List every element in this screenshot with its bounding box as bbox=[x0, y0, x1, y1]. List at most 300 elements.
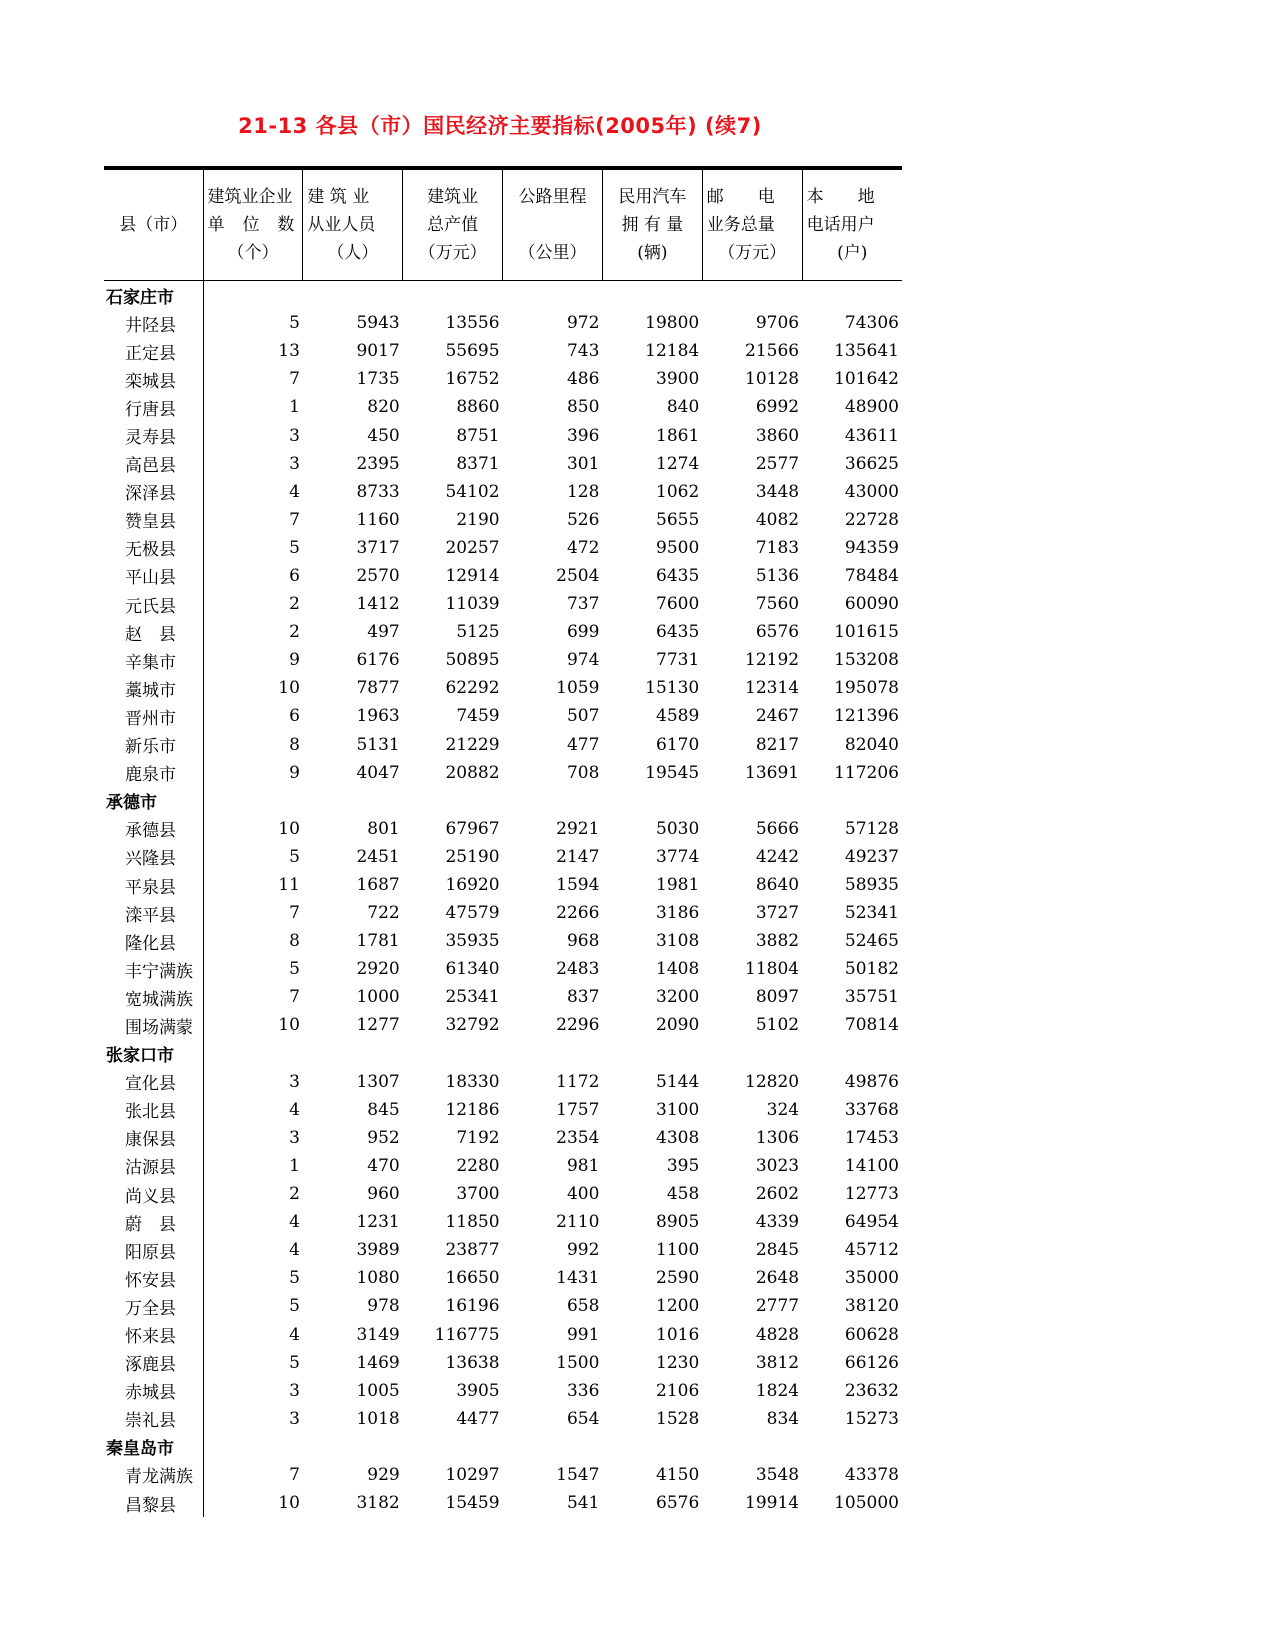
county-name: 沽源县 bbox=[104, 1152, 203, 1180]
table-row bbox=[104, 1180, 902, 1208]
empty-cell bbox=[303, 1040, 403, 1068]
empty-cell bbox=[303, 787, 403, 815]
table-cell: 1547 bbox=[556, 1464, 600, 1485]
table-cell: 1080 bbox=[356, 1268, 400, 1289]
table-cell: 9017 bbox=[356, 341, 400, 362]
table-cell: 12314 bbox=[745, 678, 800, 699]
table-row bbox=[104, 506, 902, 534]
table-cell: 12184 bbox=[645, 341, 700, 362]
empty-cell bbox=[702, 1433, 802, 1461]
table-cell: 7459 bbox=[456, 706, 500, 727]
table-cell: 2504 bbox=[556, 565, 600, 586]
header-line1: 民用汽车 bbox=[618, 187, 687, 207]
table-cell: 64954 bbox=[844, 1212, 899, 1233]
header-line2: 拥 有 量 bbox=[621, 215, 684, 235]
table-row bbox=[104, 899, 902, 927]
county-name: 赵 县 bbox=[104, 618, 203, 646]
table-row bbox=[104, 534, 902, 562]
empty-cell bbox=[802, 787, 902, 815]
table-cell: 658 bbox=[566, 1296, 600, 1317]
empty-cell bbox=[203, 787, 303, 815]
table-cell: 16752 bbox=[445, 369, 500, 390]
table-cell: 507 bbox=[566, 706, 600, 727]
table-cell: 4 bbox=[289, 1212, 300, 1233]
county-name: 康保县 bbox=[104, 1124, 203, 1152]
table-cell: 20882 bbox=[445, 762, 500, 783]
table-cell: 834 bbox=[766, 1408, 800, 1429]
table-cell: 3 bbox=[289, 453, 300, 474]
empty-cell bbox=[602, 787, 702, 815]
table-cell: 35000 bbox=[844, 1268, 899, 1289]
table-cell: 737 bbox=[566, 594, 600, 615]
empty-cell bbox=[702, 281, 802, 310]
table-cell: 43000 bbox=[844, 481, 899, 502]
table-cell: 1963 bbox=[356, 706, 400, 727]
table-cell: 336 bbox=[566, 1380, 600, 1401]
county-name: 尚义县 bbox=[104, 1180, 203, 1208]
table-row bbox=[104, 1405, 902, 1433]
header-line1: 邮 电 bbox=[706, 187, 775, 207]
table-cell: 1230 bbox=[656, 1352, 700, 1373]
table-row bbox=[104, 1011, 902, 1039]
table-cell: 1757 bbox=[556, 1099, 600, 1120]
table-cell: 458 bbox=[666, 1184, 700, 1205]
table-cell: 1062 bbox=[656, 481, 700, 502]
table-row bbox=[104, 702, 902, 730]
table-cell: 8905 bbox=[656, 1212, 700, 1233]
table-row bbox=[104, 337, 902, 365]
empty-cell bbox=[602, 281, 702, 310]
table-cell: 3882 bbox=[755, 931, 800, 952]
table-cell: 301 bbox=[566, 453, 600, 474]
table-cell: 1018 bbox=[356, 1408, 400, 1429]
header-unit: （公里） bbox=[518, 243, 587, 263]
table-cell: 5 bbox=[289, 1296, 300, 1317]
county-name: 宣化县 bbox=[104, 1068, 203, 1096]
table-cell: 25190 bbox=[445, 846, 500, 867]
table-cell: 6576 bbox=[656, 1493, 700, 1514]
table-cell: 101615 bbox=[834, 622, 899, 643]
table-cell: 4 bbox=[289, 481, 300, 502]
table-cell: 952 bbox=[367, 1127, 400, 1148]
table-cell: 19914 bbox=[745, 1493, 800, 1514]
table-cell: 9706 bbox=[755, 313, 800, 334]
table-cell: 8860 bbox=[456, 397, 500, 418]
table-cell: 1981 bbox=[656, 875, 700, 896]
table-cell: 7 bbox=[289, 509, 300, 530]
table-row bbox=[104, 1489, 902, 1517]
table-cell: 324 bbox=[766, 1099, 800, 1120]
table-cell: 101642 bbox=[834, 369, 899, 390]
header-county bbox=[104, 168, 203, 281]
table-cell: 3727 bbox=[755, 903, 800, 924]
table-row bbox=[104, 1461, 902, 1489]
county-name: 张北县 bbox=[104, 1096, 203, 1124]
table-row bbox=[104, 759, 902, 787]
county-name: 正定县 bbox=[104, 337, 203, 365]
table-cell: 2266 bbox=[556, 903, 600, 924]
table-cell: 2920 bbox=[356, 959, 400, 980]
header-line1: 建筑业企业 bbox=[207, 187, 293, 207]
table-cell: 6170 bbox=[656, 734, 700, 755]
table-cell: 105000 bbox=[834, 1493, 899, 1514]
table-cell: 2 bbox=[289, 594, 300, 615]
table-cell: 5 bbox=[289, 959, 300, 980]
table-cell: 4242 bbox=[755, 846, 800, 867]
county-name: 隆化县 bbox=[104, 927, 203, 955]
table-cell: 3717 bbox=[356, 537, 400, 558]
table-cell: 5131 bbox=[356, 734, 400, 755]
table-cell: 128 bbox=[566, 481, 600, 502]
table-cell: 2147 bbox=[556, 846, 600, 867]
table-cell: 12820 bbox=[745, 1071, 800, 1092]
table-row bbox=[104, 1320, 902, 1348]
table-cell: 1 bbox=[289, 1155, 300, 1176]
table-cell: 2110 bbox=[556, 1212, 600, 1233]
table-row bbox=[104, 927, 902, 955]
table-cell: 6435 bbox=[656, 565, 700, 586]
header-line1: 建 筑 业 bbox=[307, 187, 370, 207]
empty-cell bbox=[303, 1433, 403, 1461]
table-cell: 7 bbox=[289, 1464, 300, 1485]
table-cell: 3186 bbox=[656, 903, 700, 924]
table-cell: 10297 bbox=[445, 1464, 500, 1485]
table-cell: 2590 bbox=[656, 1268, 700, 1289]
table-cell: 16920 bbox=[445, 875, 500, 896]
table-cell: 4 bbox=[289, 1324, 300, 1345]
table-cell: 1431 bbox=[556, 1268, 600, 1289]
table-cell: 11039 bbox=[445, 594, 500, 615]
table-cell: 2648 bbox=[755, 1268, 800, 1289]
table-cell: 3 bbox=[289, 425, 300, 446]
table-cell: 61340 bbox=[445, 959, 500, 980]
table-cell: 70814 bbox=[844, 1015, 899, 1036]
table-cell: 8640 bbox=[755, 875, 800, 896]
header-line2: 电话用户 bbox=[806, 215, 875, 235]
table-cell: 50895 bbox=[445, 650, 500, 671]
table-cell: 541 bbox=[566, 1493, 600, 1514]
county-name: 辛集市 bbox=[104, 646, 203, 674]
table-row bbox=[104, 450, 902, 478]
county-name: 元氏县 bbox=[104, 590, 203, 618]
county-name: 万全县 bbox=[104, 1292, 203, 1320]
county-name: 井陉县 bbox=[104, 309, 203, 337]
county-name: 承德县 bbox=[104, 815, 203, 843]
header-county-label: 县（市） bbox=[119, 215, 188, 235]
table-cell: 2483 bbox=[556, 959, 600, 980]
table-cell: 10 bbox=[278, 1493, 300, 1514]
table-cell: 1824 bbox=[755, 1380, 800, 1401]
table-cell: 845 bbox=[367, 1099, 400, 1120]
county-name: 深泽县 bbox=[104, 478, 203, 506]
county-name: 鹿泉市 bbox=[104, 759, 203, 787]
table-cell: 9 bbox=[289, 762, 300, 783]
table-cell: 2845 bbox=[755, 1240, 800, 1261]
county-name: 宽城满族 bbox=[104, 983, 203, 1011]
table-cell: 850 bbox=[566, 397, 600, 418]
county-name: 崇礼县 bbox=[104, 1405, 203, 1433]
table-cell: 8 bbox=[289, 734, 300, 755]
table-cell: 7 bbox=[289, 903, 300, 924]
table-cell: 9500 bbox=[656, 537, 700, 558]
table-cell: 19545 bbox=[645, 762, 700, 783]
table-cell: 12914 bbox=[445, 565, 500, 586]
table-cell: 1306 bbox=[755, 1127, 800, 1148]
header-unit: （万元） bbox=[718, 243, 787, 263]
table-cell: 4589 bbox=[656, 706, 700, 727]
header-unit: （万元） bbox=[418, 243, 487, 263]
header-line1: 公路里程 bbox=[518, 187, 587, 207]
group-row bbox=[104, 1433, 902, 1461]
table-row bbox=[104, 955, 902, 983]
indicators-table bbox=[104, 166, 902, 1517]
table-cell: 972 bbox=[566, 313, 600, 334]
table-cell: 2106 bbox=[656, 1380, 700, 1401]
empty-cell bbox=[403, 1433, 503, 1461]
empty-cell bbox=[802, 1433, 902, 1461]
table-row bbox=[104, 815, 902, 843]
table-cell: 8217 bbox=[755, 734, 800, 755]
table-cell: 960 bbox=[367, 1184, 400, 1205]
table-cell: 43378 bbox=[844, 1464, 899, 1485]
table-cell: 1412 bbox=[356, 594, 400, 615]
table-cell: 1274 bbox=[656, 453, 700, 474]
header-construction-employees bbox=[303, 168, 403, 281]
table-cell: 699 bbox=[566, 622, 600, 643]
table-cell: 5 bbox=[289, 537, 300, 558]
table-cell: 1005 bbox=[356, 1380, 400, 1401]
table-cell: 2467 bbox=[755, 706, 800, 727]
empty-cell bbox=[403, 1040, 503, 1068]
group-row bbox=[104, 787, 902, 815]
table-cell: 21229 bbox=[445, 734, 500, 755]
county-name: 高邑县 bbox=[104, 450, 203, 478]
county-name: 围场满蒙 bbox=[104, 1011, 203, 1039]
county-name: 赤城县 bbox=[104, 1377, 203, 1405]
group-row bbox=[104, 1040, 902, 1068]
table-row bbox=[104, 393, 902, 421]
table-cell: 1307 bbox=[356, 1071, 400, 1092]
empty-cell bbox=[702, 1040, 802, 1068]
header-civil-vehicles bbox=[602, 168, 702, 281]
header-unit: （个） bbox=[227, 243, 279, 263]
table-row bbox=[104, 365, 902, 393]
table-cell: 6435 bbox=[656, 622, 700, 643]
table-cell: 1231 bbox=[356, 1212, 400, 1233]
table-row bbox=[104, 1096, 902, 1124]
table-cell: 5136 bbox=[755, 565, 800, 586]
empty-cell bbox=[503, 1433, 603, 1461]
group-name: 石家庄市 bbox=[104, 281, 203, 310]
table-cell: 3700 bbox=[456, 1184, 500, 1205]
county-name: 兴隆县 bbox=[104, 843, 203, 871]
table-cell: 4082 bbox=[755, 509, 800, 530]
table-cell: 10128 bbox=[745, 369, 800, 390]
header-row bbox=[104, 168, 902, 281]
table-cell: 3812 bbox=[755, 1352, 800, 1373]
county-name: 阳原县 bbox=[104, 1236, 203, 1264]
table-cell: 3023 bbox=[755, 1155, 800, 1176]
table-cell: 15130 bbox=[645, 678, 700, 699]
county-name: 青龙满族 bbox=[104, 1461, 203, 1489]
table-cell: 3108 bbox=[656, 931, 700, 952]
table-cell: 36625 bbox=[844, 453, 899, 474]
table-cell: 820 bbox=[367, 397, 400, 418]
table-cell: 15273 bbox=[844, 1408, 899, 1429]
table-cell: 67967 bbox=[445, 818, 500, 839]
table-cell: 117206 bbox=[834, 762, 899, 783]
table-cell: 48900 bbox=[844, 397, 899, 418]
table-cell: 6 bbox=[289, 565, 300, 586]
table-row bbox=[104, 871, 902, 899]
table-cell: 4 bbox=[289, 1240, 300, 1261]
table-cell: 135641 bbox=[834, 341, 899, 362]
table-cell: 1200 bbox=[656, 1296, 700, 1317]
table-cell: 21566 bbox=[745, 341, 800, 362]
table-cell: 7192 bbox=[456, 1127, 500, 1148]
table-cell: 1000 bbox=[356, 987, 400, 1008]
table-cell: 2921 bbox=[556, 818, 600, 839]
table-cell: 2354 bbox=[556, 1127, 600, 1148]
table-cell: 1160 bbox=[356, 509, 400, 530]
table-cell: 8751 bbox=[456, 425, 500, 446]
table-cell: 5125 bbox=[456, 622, 500, 643]
table-cell: 8371 bbox=[456, 453, 500, 474]
table-cell: 6576 bbox=[755, 622, 800, 643]
county-name: 藁城市 bbox=[104, 674, 203, 702]
header-local-phone-users bbox=[802, 168, 902, 281]
table-cell: 1861 bbox=[656, 425, 700, 446]
header-line2: 从业人员 bbox=[307, 215, 376, 235]
table-cell: 6176 bbox=[356, 650, 400, 671]
table-cell: 6 bbox=[289, 706, 300, 727]
table-cell: 121396 bbox=[834, 706, 899, 727]
table-cell: 32792 bbox=[445, 1015, 500, 1036]
table-row bbox=[104, 478, 902, 506]
header-line1: 建筑业 bbox=[427, 187, 479, 207]
table-row bbox=[104, 1208, 902, 1236]
table-cell: 526 bbox=[566, 509, 600, 530]
table-cell: 4 bbox=[289, 1099, 300, 1120]
table-cell: 60628 bbox=[844, 1324, 899, 1345]
header-line1: 本 地 bbox=[806, 187, 875, 207]
table-cell: 2 bbox=[289, 622, 300, 643]
table-row bbox=[104, 843, 902, 871]
table-cell: 5655 bbox=[656, 509, 700, 530]
table-cell: 968 bbox=[566, 931, 600, 952]
table-cell: 8 bbox=[289, 931, 300, 952]
empty-cell bbox=[802, 281, 902, 310]
county-name: 行唐县 bbox=[104, 393, 203, 421]
table-cell: 5943 bbox=[356, 313, 400, 334]
table-cell: 13 bbox=[278, 341, 300, 362]
table-row bbox=[104, 646, 902, 674]
table-cell: 3989 bbox=[356, 1240, 400, 1261]
county-name: 无极县 bbox=[104, 534, 203, 562]
county-name: 新乐市 bbox=[104, 731, 203, 759]
table-cell: 14100 bbox=[844, 1155, 899, 1176]
empty-cell bbox=[403, 281, 503, 310]
header-unit: (户) bbox=[837, 243, 868, 263]
table-cell: 3 bbox=[289, 1127, 300, 1148]
table-cell: 2777 bbox=[755, 1296, 800, 1317]
header-line2: 业务总量 bbox=[706, 215, 775, 235]
table-cell: 7600 bbox=[656, 594, 700, 615]
table-cell: 13638 bbox=[445, 1352, 500, 1373]
table-cell: 16650 bbox=[445, 1268, 500, 1289]
header-line2 bbox=[503, 211, 602, 239]
table-cell: 3182 bbox=[356, 1493, 400, 1514]
header-construction-output bbox=[403, 168, 503, 281]
group-name: 张家口市 bbox=[104, 1040, 203, 1068]
table-cell: 991 bbox=[566, 1324, 600, 1345]
table-cell: 3 bbox=[289, 1380, 300, 1401]
table-cell: 11804 bbox=[745, 959, 800, 980]
table-cell: 52465 bbox=[844, 931, 899, 952]
table-cell: 1528 bbox=[656, 1408, 700, 1429]
table-cell: 7 bbox=[289, 987, 300, 1008]
table-cell: 395 bbox=[666, 1155, 700, 1176]
table-cell: 3100 bbox=[656, 1099, 700, 1120]
table-cell: 470 bbox=[367, 1155, 400, 1176]
table-cell: 1594 bbox=[556, 875, 600, 896]
county-name: 平山县 bbox=[104, 562, 203, 590]
header-construction-enterprises bbox=[203, 168, 303, 281]
table-cell: 3 bbox=[289, 1408, 300, 1429]
table-cell: 94359 bbox=[844, 537, 899, 558]
table-cell: 62292 bbox=[445, 678, 500, 699]
table-cell: 116775 bbox=[434, 1324, 500, 1345]
county-name: 灵寿县 bbox=[104, 421, 203, 449]
group-name: 承德市 bbox=[104, 787, 203, 815]
header-postal-telecom bbox=[702, 168, 802, 281]
page-title: 21-13 各县（市）国民经济主要指标(2005年) (续7) bbox=[238, 114, 762, 138]
table-cell: 1100 bbox=[656, 1240, 700, 1261]
table-row bbox=[104, 1264, 902, 1292]
header-unit: （人） bbox=[327, 243, 379, 263]
table-row bbox=[104, 1124, 902, 1152]
table-row bbox=[104, 309, 902, 337]
table-cell: 1408 bbox=[656, 959, 700, 980]
table-row bbox=[104, 1377, 902, 1405]
table-cell: 82040 bbox=[844, 734, 899, 755]
table-row bbox=[104, 674, 902, 702]
table-cell: 801 bbox=[367, 818, 400, 839]
table-cell: 1469 bbox=[356, 1352, 400, 1373]
table-cell: 23877 bbox=[445, 1240, 500, 1261]
table-cell: 1016 bbox=[656, 1324, 700, 1345]
table-row bbox=[104, 731, 902, 759]
table-cell: 929 bbox=[367, 1464, 400, 1485]
table-cell: 2190 bbox=[456, 509, 500, 530]
county-name: 怀来县 bbox=[104, 1320, 203, 1348]
table-cell: 10 bbox=[278, 678, 300, 699]
table-cell: 497 bbox=[367, 622, 400, 643]
table-cell: 5 bbox=[289, 313, 300, 334]
table-cell: 4308 bbox=[656, 1127, 700, 1148]
table-cell: 4339 bbox=[755, 1212, 800, 1233]
table-row bbox=[104, 618, 902, 646]
table-cell: 1735 bbox=[356, 369, 400, 390]
table-cell: 54102 bbox=[445, 481, 500, 502]
table-cell: 2296 bbox=[556, 1015, 600, 1036]
empty-cell bbox=[403, 787, 503, 815]
group-name: 秦皇岛市 bbox=[104, 1433, 203, 1461]
table-cell: 50182 bbox=[844, 959, 899, 980]
table-cell: 12773 bbox=[844, 1184, 899, 1205]
table-cell: 13556 bbox=[445, 313, 500, 334]
table-cell: 992 bbox=[566, 1240, 600, 1261]
